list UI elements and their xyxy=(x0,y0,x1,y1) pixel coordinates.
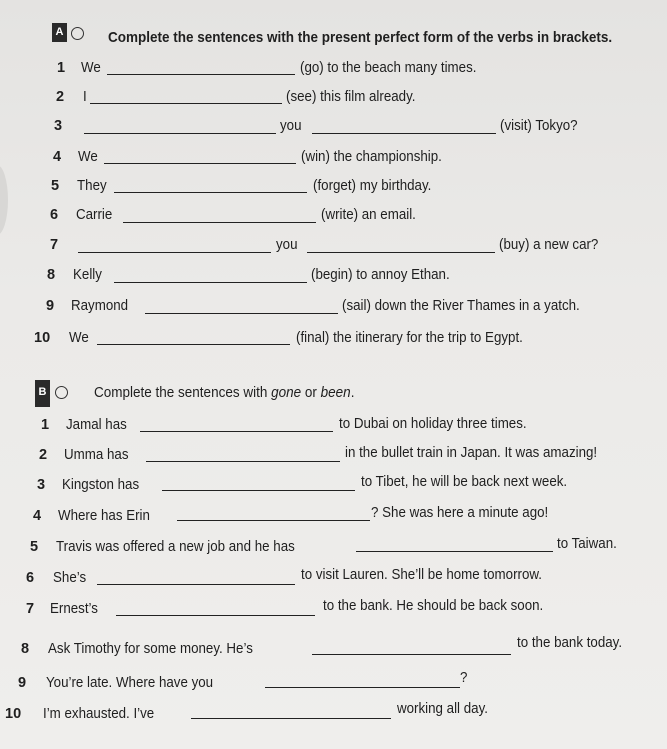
answer-blank[interactable] xyxy=(116,615,315,616)
item-text: I’m exhausted. I’ve xyxy=(43,706,155,722)
hook-icon xyxy=(71,27,84,40)
item-number: 7 xyxy=(26,601,35,617)
item-text: (final) the itinerary for the trip to Egypt. xyxy=(296,330,523,346)
item-text: ? xyxy=(460,670,468,686)
item-text: (begin) to annoy Ethan. xyxy=(311,267,450,283)
section-b-instruction xyxy=(94,384,354,401)
item-text: to the bank today. xyxy=(517,635,623,651)
item-text: (visit) Tokyo? xyxy=(500,118,578,134)
item-number: 4 xyxy=(33,508,42,524)
item-text: Carrie xyxy=(76,207,113,223)
item-number: 8 xyxy=(21,641,30,657)
item-number: 7 xyxy=(50,237,59,253)
answer-blank[interactable] xyxy=(307,252,495,253)
section-b-badge: B xyxy=(35,380,50,407)
item-text: Umma has xyxy=(64,447,129,463)
item-text: Where has Erin xyxy=(58,508,150,524)
answer-blank[interactable] xyxy=(107,74,295,75)
item-text: to the bank. He should be back soon. xyxy=(323,598,544,614)
answer-blank[interactable] xyxy=(97,344,290,345)
section-a-instruction: Complete the sentences with the present perfect form of the verbs in brackets. xyxy=(108,29,613,46)
hook-icon xyxy=(55,386,68,399)
item-text: We xyxy=(78,149,98,165)
answer-blank[interactable] xyxy=(84,133,276,134)
item-text: They xyxy=(77,178,107,194)
item-number: 3 xyxy=(37,477,46,493)
item-text: Travis was offered a new job and he has xyxy=(56,539,295,555)
item-number: 6 xyxy=(50,207,59,223)
answer-blank[interactable] xyxy=(145,313,338,314)
section-a-badge: A xyxy=(52,23,67,42)
item-number: 5 xyxy=(51,178,60,194)
answer-blank[interactable] xyxy=(123,222,316,223)
answer-blank[interactable] xyxy=(114,282,307,283)
item-number: 2 xyxy=(56,89,65,105)
item-text: to Tibet, he will be back next week. xyxy=(361,474,568,490)
item-text: Jamal has xyxy=(66,417,127,433)
item-text: Ernest’s xyxy=(50,601,98,617)
item-text: Kingston has xyxy=(62,477,140,493)
item-number: 2 xyxy=(39,447,48,463)
item-text: I xyxy=(83,89,87,105)
answer-blank[interactable] xyxy=(265,687,460,688)
instruction-text: Complete the sentences with xyxy=(94,384,272,401)
item-text: to Taiwan. xyxy=(557,536,617,552)
answer-blank[interactable] xyxy=(104,163,296,164)
item-text: She’s xyxy=(53,570,87,586)
instruction-text: . xyxy=(350,384,355,401)
answer-blank[interactable] xyxy=(177,520,370,521)
item-text: (see) this film already. xyxy=(286,89,416,105)
item-text: (win) the championship. xyxy=(301,149,442,165)
answer-blank[interactable] xyxy=(114,192,307,193)
item-number: 5 xyxy=(30,539,39,555)
answer-blank[interactable] xyxy=(146,461,340,462)
answer-blank[interactable] xyxy=(162,490,355,491)
item-text: (buy) a new car? xyxy=(499,237,599,253)
item-text: to Dubai on holiday three times. xyxy=(339,416,527,432)
item-number: 6 xyxy=(26,570,35,586)
item-number: 1 xyxy=(57,60,66,76)
item-text: You’re late. Where have you xyxy=(46,675,214,691)
answer-blank[interactable] xyxy=(90,103,282,104)
answer-blank[interactable] xyxy=(191,718,391,719)
answer-blank[interactable] xyxy=(97,584,295,585)
instruction-gone: gone xyxy=(271,384,302,401)
instruction-text: or xyxy=(301,384,321,401)
item-text: (forget) my birthday. xyxy=(313,178,432,194)
item-text: to visit Lauren. She’ll be home tomorrow. xyxy=(301,567,542,583)
item-text: in the bullet train in Japan. It was amazing! xyxy=(345,445,598,461)
item-text: (sail) down the River Thames in a yatch. xyxy=(342,298,580,314)
item-number: 3 xyxy=(54,118,63,134)
item-text: (write) an email. xyxy=(321,207,416,223)
item-text: ? She was here a minute ago! xyxy=(371,505,549,521)
page-edge-shadow xyxy=(0,165,8,235)
item-text: Kelly xyxy=(73,267,102,283)
answer-blank[interactable] xyxy=(140,431,333,432)
instruction-been: been xyxy=(320,384,351,401)
item-text: you xyxy=(276,237,298,253)
item-text: working all day. xyxy=(397,701,488,717)
item-number: 9 xyxy=(46,298,55,314)
item-number: 10 xyxy=(5,706,22,722)
item-number: 9 xyxy=(18,675,27,691)
item-text: Raymond xyxy=(71,298,129,314)
item-text: Ask Timothy for some money. He’s xyxy=(48,641,253,657)
item-text: We xyxy=(69,330,89,346)
item-number: 1 xyxy=(41,417,50,433)
item-number: 8 xyxy=(47,267,56,283)
item-text: you xyxy=(280,118,302,134)
item-number: 4 xyxy=(53,149,62,165)
answer-blank[interactable] xyxy=(78,252,271,253)
answer-blank[interactable] xyxy=(312,654,511,655)
item-text: We xyxy=(81,60,101,76)
answer-blank[interactable] xyxy=(312,133,496,134)
answer-blank[interactable] xyxy=(356,551,553,552)
item-number: 10 xyxy=(34,330,51,346)
item-text: (go) to the beach many times. xyxy=(300,60,477,76)
